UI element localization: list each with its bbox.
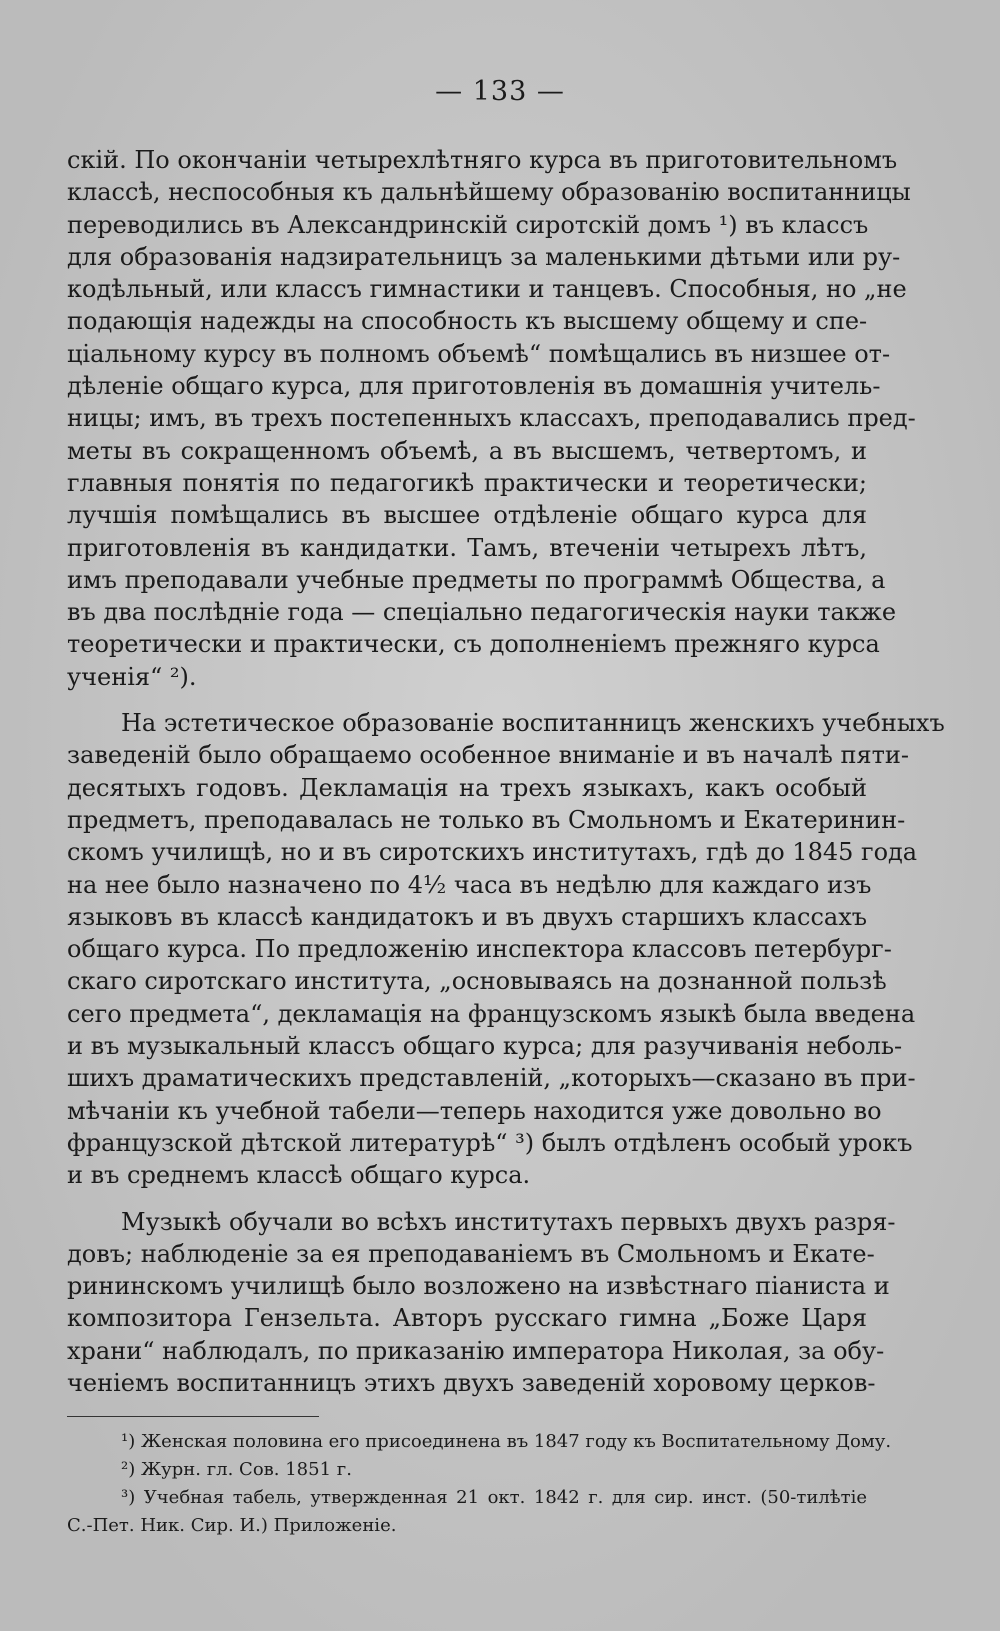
text-line: скаго сиротскаго института, „основываясь на дознанной пользѣ: [67, 967, 887, 996]
footnotes: [67, 1428, 892, 1540]
text-line: предметъ, преподавалась не только въ Смольномъ и Екатеринин-: [67, 805, 906, 834]
page-number: — 133 —: [435, 76, 565, 107]
text-line: общаго курса. По предложенію инспектора классовъ петербург-: [67, 935, 892, 964]
text-line: ченіемъ воспитанницъ этихъ двухъ заведеній хоровому церков-: [67, 1368, 876, 1397]
paragraph: [67, 144, 916, 693]
text-line: рининскомъ училищѣ было возложено на извѣстнаго піаниста и: [67, 1272, 890, 1301]
footnote: С.-Пет. Ник. Сир. И.) Приложеніе.: [67, 1515, 397, 1536]
text-line: французской дѣтской литературѣ“ ³) былъ отдѣленъ особый урокъ: [67, 1128, 913, 1157]
text-line: довъ; наблюденіе за ея преподаваніемъ въ Смольномъ и Екате-: [67, 1239, 875, 1268]
body-text: [67, 144, 945, 1399]
text-line: имъ преподавали учебные предметы по программѣ Общества, а: [67, 565, 886, 594]
paragraph-gap: [67, 693, 867, 707]
text-line: Музыкѣ обучали во всѣхъ институтахъ первыхъ двухъ разря-: [121, 1207, 896, 1236]
text-line: заведеній было обращаемо особенное вниманіе и въ началѣ пяти-: [67, 741, 910, 770]
text-line: сего предмета“, декламація на французскомъ языкѣ была введена: [67, 999, 916, 1028]
text-line: на нее было назначено по 4½ часа въ недѣлю для каждаго изъ: [67, 870, 872, 899]
text-line: дѣленіе общаго курса, для приготовленія въ домашнія учитель-: [67, 372, 881, 401]
text-line: десятыхъ годовъ. Декламація на трехъ языкахъ, какъ особый: [67, 773, 867, 802]
footnote-rule: [67, 1416, 319, 1417]
text-line: ученія“ ²).: [67, 662, 197, 691]
text-line: главныя понятія по педагогикѣ практически и теоретически;: [67, 468, 867, 497]
text-line: лучшія помѣщались въ высшее отдѣленіе общаго курса для: [67, 501, 867, 530]
text-line: и въ среднемъ классѣ общаго курса.: [67, 1161, 531, 1190]
text-line: храни“ наблюдалъ, по приказанію императора Николая, за обу-: [67, 1336, 885, 1365]
paragraph-gap: [67, 1192, 867, 1206]
text-line: для образованія надзирательницъ за маленькими дѣтьми или ру-: [67, 242, 901, 271]
text-line: скомъ училищѣ, но и въ сиротскихъ институтахъ, гдѣ до 1845 года: [67, 838, 918, 867]
text-line: теоретически и практически, съ дополненіемъ прежняго курса: [67, 630, 880, 659]
text-line: На эстетическое образованіе воспитанницъ женскихъ учебныхъ: [121, 709, 945, 738]
footnote: ³) Учебная табель, утвержденная 21 окт. 1842 г. для сир. инст. (50-тилѣтіе: [121, 1487, 867, 1508]
text-line: въ два послѣдніе года — спеціально педагогическія науки также: [67, 598, 897, 627]
text-line: и въ музыкальный классъ общаго курса; для разучиванія неболь-: [67, 1032, 903, 1061]
text-line: ціальному курсу въ полномъ объемѣ“ помѣщались въ низшее от-: [67, 339, 891, 368]
text-line: шихъ драматическихъ представленій, „которыхъ—сказано въ при-: [67, 1064, 916, 1093]
footnote: ²) Журн. гл. Сов. 1851 г.: [121, 1459, 352, 1480]
text-line: классѣ, неспособныя къ дальнѣйшему образованію воспитанницы: [67, 178, 911, 207]
text-line: языковъ въ классѣ кандидатокъ и въ двухъ старшихъ классахъ: [67, 902, 867, 931]
text-line: скій. По окончаніи четырехлѣтняго курса въ приготовительномъ: [67, 146, 898, 174]
text-line: меты въ сокращенномъ объемѣ, а въ высшемъ, четвертомъ, и: [67, 436, 867, 465]
text-line: мѣчаніи къ учебной табели—теперь находится уже довольно во: [67, 1096, 882, 1125]
footnote: ¹) Женская половина его присоединена въ 1847 году къ Воспитательному Дому.: [121, 1431, 892, 1452]
text-line: приготовленія въ кандидатки. Тамъ, втеченіи четырехъ лѣтъ,: [67, 533, 867, 562]
paragraph: [67, 707, 945, 1191]
paragraph: [67, 1206, 896, 1400]
text-line: кодѣльный, или классъ гимнастики и танцевъ. Способныя, но „не: [67, 275, 907, 304]
text-line: композитора Гензельта. Авторъ русскаго гимна „Боже Царя: [67, 1304, 867, 1333]
text-line: подающія надежды на способность къ высшему общему и спе-: [67, 307, 868, 336]
text-line: переводились въ Александринскій сиротскій домъ ¹) въ классъ: [67, 210, 869, 239]
text-line: ницы; имъ, въ трехъ постепенныхъ классахъ, преподавались пред-: [67, 404, 916, 433]
